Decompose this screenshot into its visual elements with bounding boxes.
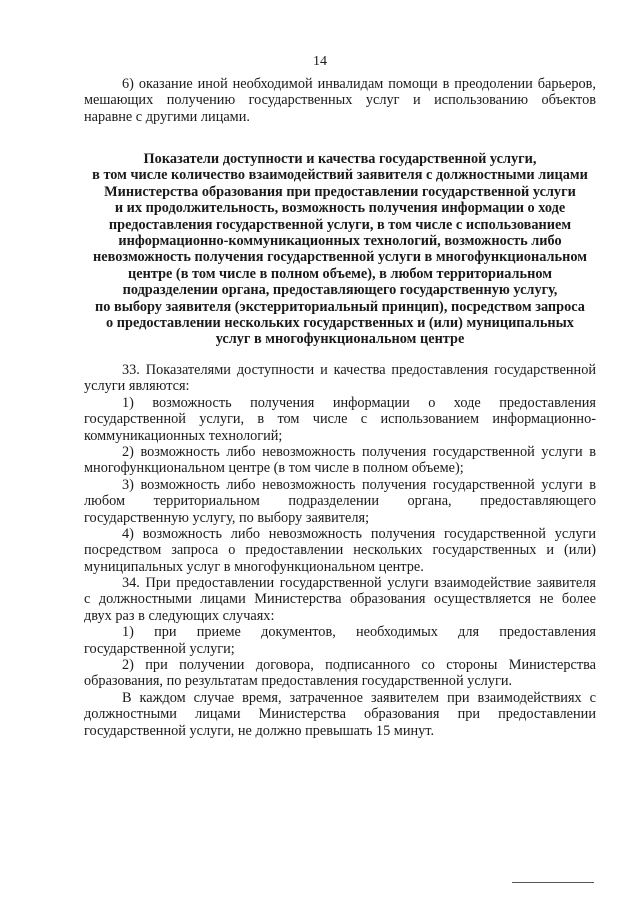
text-line: мешающих получению государственных услуг и использованию объектов [84, 92, 596, 109]
text-line: 1) при приеме документов, необходимых для предоставления [122, 624, 596, 641]
text-line: В каждом случае время, затраченное заявителем при взаимодействиях с [122, 689, 596, 706]
text-line: коммуникационных технологий; [84, 427, 283, 444]
text-line: государственной услуги, не должно превышать 15 минут. [84, 722, 435, 739]
section-heading [84, 151, 596, 348]
body-text [84, 362, 596, 739]
heading-line: о предоставлении нескольких государственных и (или) муниципальных [106, 314, 574, 331]
text-line: государственную услугу, по выбору заявителя; [84, 509, 370, 526]
text-line: 2) возможность либо невозможность получения государственной услуги в [122, 443, 596, 460]
heading-line: услуг в многофункциональном центре [215, 331, 465, 348]
text-line: 34. При предоставлении государственной услуги взаимодействие заявителя [122, 575, 596, 592]
intro-paragraph [84, 76, 596, 125]
text-line: посредством запроса о предоставлении нескольких государственных и (или) [84, 542, 596, 559]
heading-line: подразделении органа, предоставляющего государственную услугу, [122, 282, 558, 299]
heading-line: и их продолжительность, возможность получения информации о ходе [114, 200, 566, 217]
text-line: двух раз в следующих случаях: [84, 607, 275, 624]
text-line: должностными лицами Министерства образования при предоставлении [84, 706, 596, 723]
text-line: 6) оказание иной необходимой инвалидам помощи в преодолении барьеров, [122, 76, 596, 92]
text-line: 33. Показателями доступности и качества предоставления государственной [122, 362, 596, 378]
heading-line: по выбору заявителя (экстерриториальный принцип), посредством запроса [95, 298, 585, 315]
heading-line: предоставления государственной услуги, в том числе с использованием [108, 216, 572, 233]
text-line: услуги являются: [84, 378, 190, 395]
text-line: 4) возможность либо невозможность получения государственной услуги [122, 525, 596, 542]
footer-rule [512, 882, 594, 883]
heading-line: Показатели доступности и качества государственной услуги, [143, 151, 537, 167]
text-line: государственной услуги; [84, 640, 235, 657]
text-line: муниципальных услуг в многофункциональном центре. [84, 558, 424, 575]
text-line: 1) возможность получения информации о ходе предоставления [122, 394, 596, 411]
text-line: 3) возможность либо невозможность получения государственной услуги в [122, 476, 596, 493]
text-line: государственной услуги, в том числе с использованием информационно- [84, 411, 596, 428]
text-line: любом территориальном подразделении органа, предоставляющего [84, 493, 596, 510]
heading-line: Министерства образования при предоставлении государственной услуги [104, 183, 576, 200]
text-line: с должностными лицами Министерства образования осуществляется не более [84, 591, 596, 608]
text-line: образования, по результатам предоставления государственной услуги. [84, 673, 513, 690]
heading-line: центре (в том числе в полном объеме), в любом территориальном [128, 265, 552, 282]
text-line: многофункциональном центре (в том числе в полном объеме); [84, 460, 464, 477]
text-line: 2) при получении договора, подписанного со стороны Министерства [122, 657, 596, 674]
text-line: наравне с другими лицами. [84, 108, 250, 125]
page-number: 14 [313, 54, 327, 69]
heading-line: информационно-коммуникационных технологий, возможность либо [118, 232, 562, 249]
heading-line: невозможность получения государственной услуги в многофункциональном [93, 249, 587, 266]
heading-line: в том числе количество взаимодействий заявителя с должностными лицами [92, 167, 588, 184]
